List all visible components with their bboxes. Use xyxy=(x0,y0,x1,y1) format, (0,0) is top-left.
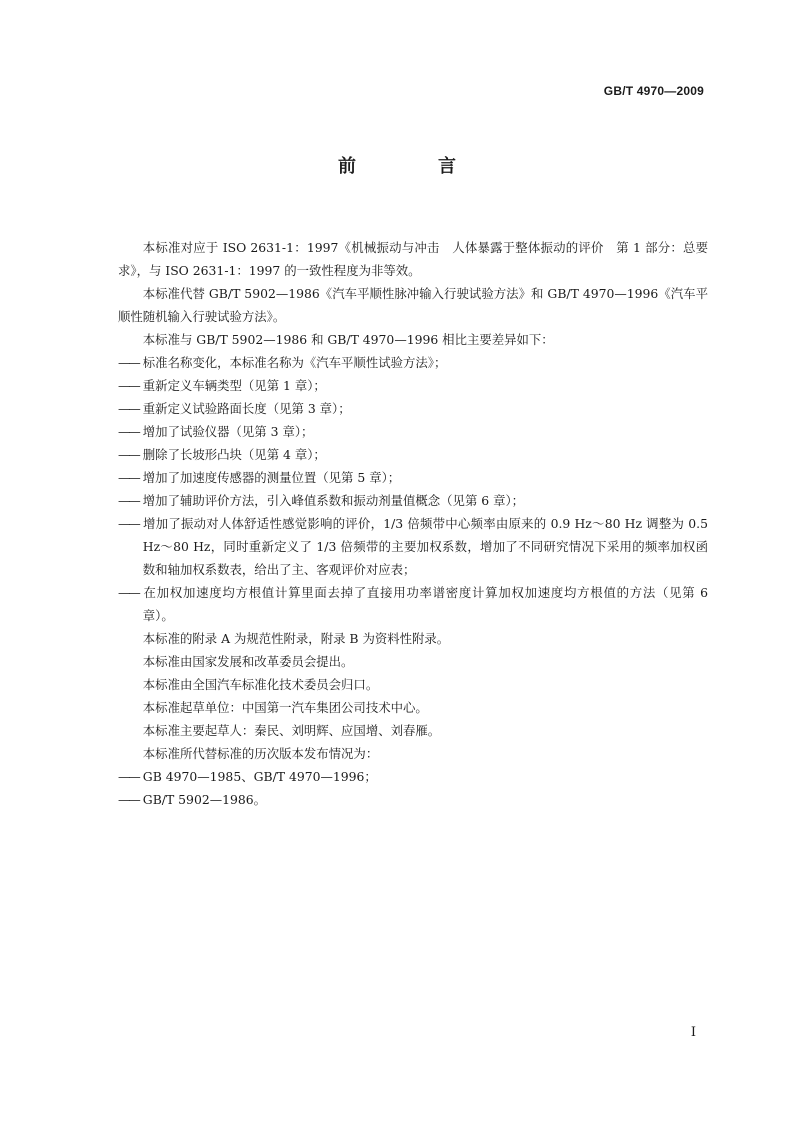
list-item-text: 重新定义车辆类型（见第 1 章）； xyxy=(142,378,326,393)
paragraph-replaces: 本标准代替 GB/T 5902—1986《汽车平顺性脉冲输入行驶试验方法》和 GB/T 4970—1996《汽车平顺性随机输入行驶试验方法》。 xyxy=(118,286,708,324)
paragraph-proposed-by: 本标准由国家发展和改革委员会提出。 xyxy=(142,654,354,669)
list-item-text: 删除了长坡形凸块（见第 4 章）； xyxy=(142,447,326,462)
dash-mark: —— xyxy=(118,516,139,531)
page-title: 前 言 xyxy=(338,156,488,177)
dash-mark: —— xyxy=(118,493,139,508)
list-item-text: 增加了辅助评价方法，引入峰值系数和振动剂量值概念（见第 6 章）； xyxy=(142,493,525,508)
dash-mark: —— xyxy=(118,769,139,784)
dash-mark: —— xyxy=(118,792,139,807)
dash-mark: —— xyxy=(118,424,139,439)
list-item-text: 重新定义试验路面长度（见第 3 章）； xyxy=(142,401,351,416)
list-item xyxy=(118,466,708,489)
paragraph-under-jurisdiction: 本标准由全国汽车标准化技术委员会归口。 xyxy=(142,677,379,692)
paragraph-correspondence: 本标准对应于 ISO 2631-1：1997《机械振动与冲击 人体暴露于整体振动的评价 第 1 部分：总要求》，与 ISO 2631-1：1997 的一致性程度为非等效。 xyxy=(118,240,708,278)
dash-mark: —— xyxy=(118,447,139,462)
list-item-text: 增加了试验仪器（见第 3 章）； xyxy=(142,424,314,439)
foreword-body xyxy=(118,236,708,811)
dash-mark: —— xyxy=(118,401,139,416)
list-item xyxy=(118,351,708,374)
paragraph-history-intro: 本标准所代替标准的历次版本发布情况为： xyxy=(142,746,379,761)
list-item-text: 增加了加速度传感器的测量位置（见第 5 章）； xyxy=(142,470,401,485)
standard-number: GB/T 4970—2009 xyxy=(603,84,704,98)
list-item-text: 增加了振动对人体舒适性感觉影响的评价，1/3 倍频带中心频率由原来的 0.9 Hz～80 Hz 调整为 0.5 Hz～80 Hz，同时重新定义了 1/3 倍频带的主要加权系数，增加了不同研究情况下采用的频率加权函数和轴加权系数表，给出了主、客观评价对应表； xyxy=(142,516,708,577)
list-item-text: GB/T 5902—1986。 xyxy=(142,792,267,807)
dash-mark: —— xyxy=(118,585,139,600)
list-item-text: 标准名称变化，本标准名称为《汽车平顺性试验方法》； xyxy=(142,355,447,370)
list-item-text: GB 4970—1985、GB/T 4970—1996； xyxy=(142,769,377,784)
paragraph-drafters: 本标准主要起草人：秦民、刘明辉、应国增、刘春雁。 xyxy=(142,723,441,738)
list-item xyxy=(118,489,708,512)
paragraph-drafting-unit: 本标准起草单位：中国第一汽车集团公司技术中心。 xyxy=(142,700,428,715)
paragraph-annex: 本标准的附录 A 为规范性附录，附录 B 为资料性附录。 xyxy=(142,631,450,646)
list-item xyxy=(118,420,708,443)
list-item xyxy=(118,443,708,466)
list-item xyxy=(118,397,708,420)
dash-mark: —— xyxy=(118,378,139,393)
list-item xyxy=(118,581,708,627)
list-item xyxy=(118,512,708,581)
list-item xyxy=(118,788,708,811)
list-item-text: 在加权加速度均方根值计算里面去掉了直接用功率谱密度计算加权加速度均方根值的方法（见第 6 章）。 xyxy=(142,585,708,623)
dash-mark: —— xyxy=(118,470,139,485)
list-item xyxy=(118,374,708,397)
list-item xyxy=(118,765,708,788)
page-number: I xyxy=(690,1025,696,1040)
paragraph-differences-intro: 本标准与 GB/T 5902—1986 和 GB/T 4970—1996 相比主要差异如下： xyxy=(142,332,554,347)
dash-mark: —— xyxy=(118,355,139,370)
